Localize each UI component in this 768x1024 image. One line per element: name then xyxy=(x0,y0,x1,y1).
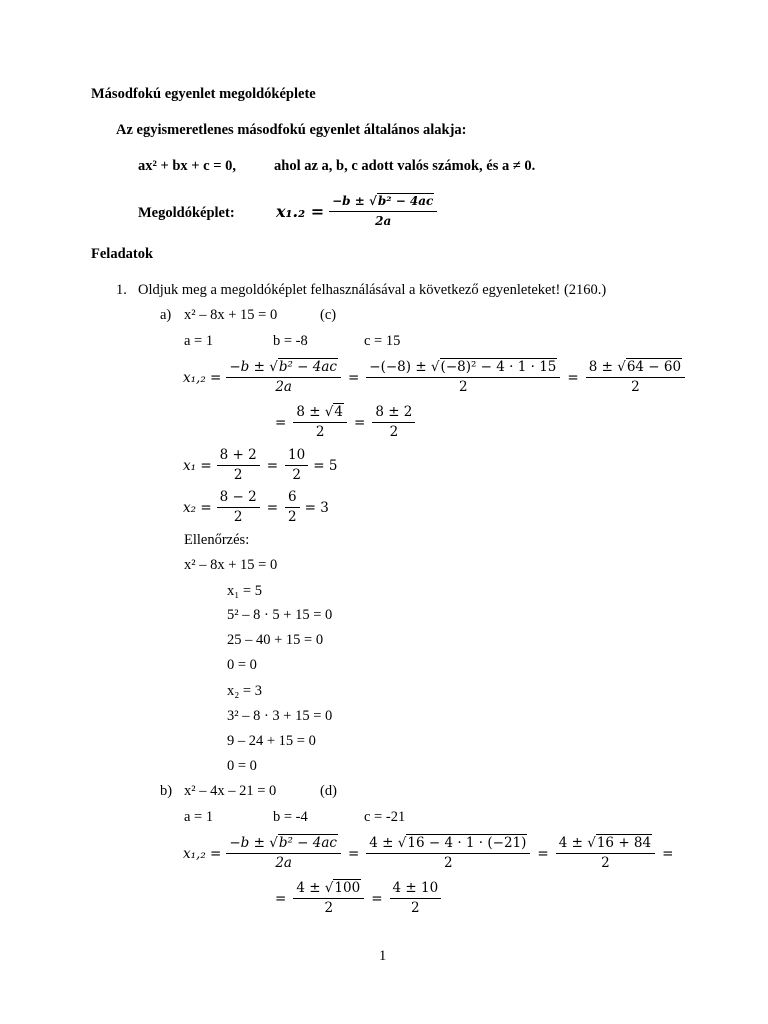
check-line: 5² – 8 · 5 + 15 = 0 xyxy=(227,607,333,623)
part-a-frac1: $\frac{\text{−b ± √b² − 4ac}}{2a}$ xyxy=(226,359,341,396)
task1-number: 1. xyxy=(116,282,127,298)
page-number: 1 xyxy=(379,948,387,964)
part-b-coef-c: c = -21 xyxy=(364,809,406,825)
part-a-line2-frac1: $\frac{8 \pm √4}{2}$ xyxy=(293,404,347,441)
part-b-line2-frac1-rad: 100 xyxy=(334,880,361,896)
part-b-frac1-rad: b² − 4ac xyxy=(278,835,337,851)
part-a-frac3: $\frac{8 \pm √64 - 60}{2}$ xyxy=(586,359,685,396)
part-a-x2-frac2 xyxy=(285,489,300,526)
part-a-x2-frac1-num: 8 − 2 xyxy=(217,489,260,508)
part-a-x1-frac1-num: 8 + 2 xyxy=(217,447,260,466)
part-b-line2-frac2 xyxy=(390,880,442,917)
part-a-frac2-prefix: −(−8) ± xyxy=(369,359,427,375)
part-a-x2-lhs: x₂ = xyxy=(183,499,212,516)
part-a-frac2: $\frac{\text{−(−8) ± √(−8)² − 4 · 1 · 15}}{2}$ xyxy=(366,359,560,396)
part-b-coef-a: a = 1 xyxy=(184,809,214,825)
check-line: 3² – 8 · 3 + 15 = 0 xyxy=(227,708,333,724)
part-b-frac1-prefix: −b ± xyxy=(229,835,265,851)
part-a-formula-line2: = $\frac{8 \pm √4}{2}$ = $\frac{8 \pm 2}{2}$ xyxy=(273,404,415,441)
formula-num-prefix: −b ± xyxy=(332,194,365,208)
part-a-x1-frac1-den: 2 xyxy=(233,467,243,483)
part-a-x2-line: x₂ = $\frac{8 - 2}{2}$ = $\frac{6}{2}$ = 3 xyxy=(183,489,329,525)
part-a-x1-result: = 5 xyxy=(313,457,338,474)
general-form-equation: ax² + bx + c = 0, xyxy=(138,158,237,174)
part-a-x1-frac2-num: 10 xyxy=(285,447,308,466)
part-a-frac3-den: 2 xyxy=(631,379,640,395)
general-form-heading: Az egyismeretlenes másodfokú egyenlet általános alakja: xyxy=(116,122,467,138)
part-b-frac2-rad: 16 − 4 · 1 · (−21) xyxy=(407,835,527,851)
part-b-formula-line1: x₁,₂ = $\frac{\text{−b ± √b² − 4ac}}{2a}$ = $\frac{4 \pm √16 - 4 \cdot 1 \cdot (-21)}{2}$ = $\frac{4 \pm √16 + 84}{2}$ = xyxy=(183,835,674,871)
part-b-frac2-den: 2 xyxy=(444,855,453,871)
part-a-equation: x² – 8x + 15 = 0 xyxy=(184,307,278,323)
part-a-x1-lhs: x₁ = xyxy=(183,457,212,474)
task1-text: Oldjuk meg a megoldóképlet felhasználásával a következő egyenleteket! (2160.) xyxy=(138,282,607,298)
part-b-frac3-den: 2 xyxy=(601,855,610,871)
part-b-line2-frac1-prefix: 4 ± xyxy=(296,880,321,896)
part-a-x1-frac2 xyxy=(285,447,308,484)
check-line: 0 = 0 xyxy=(227,758,257,774)
part-b-line2-frac2-num: 4 ± 10 xyxy=(390,880,442,899)
part-a-line2-frac1-rad: 4 xyxy=(334,404,344,420)
check-label: Ellenőrzés: xyxy=(184,532,250,548)
part-b-x12: x₁,₂ = xyxy=(183,845,222,862)
part-b-label: b) xyxy=(160,783,173,799)
part-a-frac1-prefix: −b ± xyxy=(229,359,265,375)
part-a-line2-frac2-num: 8 ± 2 xyxy=(372,404,415,423)
part-a-x2-frac1 xyxy=(217,489,260,526)
part-b-frac1-den: 2a xyxy=(275,855,292,871)
part-a-label: a) xyxy=(160,307,172,323)
formula-fraction: $\frac{\text{−b ± √b² − 4ac}}{2a}$ xyxy=(329,193,437,230)
part-a-formula-line1: x₁,₂ = $\frac{\text{−b ± √b² − 4ac}}{2a}$ = $\frac{\text{−(−8) ± √(−8)² − 4 · 1 · 15}}{2}$ = $\frac{8 \pm √64 - 60}{2}$ xyxy=(183,359,685,396)
part-a-x1-line: x₁ = $\frac{8 + 2}{2}$ = $\frac{10}{2}$ = 5 xyxy=(183,447,338,483)
part-b-frac3: $\frac{4 \pm √16 + 84}{2}$ xyxy=(556,835,655,872)
part-b-line2-frac1-den: 2 xyxy=(324,900,334,916)
part-a-ref: (c) xyxy=(320,307,337,323)
part-a-x2-result: = 3 xyxy=(304,499,329,516)
part-a-coef-c: c = 15 xyxy=(364,333,401,349)
part-a-x12: x₁,₂ = xyxy=(183,369,222,386)
part-a-frac2-rad: (−8)² − 4 · 1 · 15 xyxy=(440,359,557,375)
quadratic-formula xyxy=(276,193,437,230)
part-b-line2-frac1: $\frac{4 \pm √100}{2}$ xyxy=(293,880,364,917)
check-line: x₁ = 5 xyxy=(227,583,262,599)
formula-lhs: x₁.₂ = xyxy=(276,202,325,221)
check-line: 0 = 0 xyxy=(227,657,257,673)
formula-label: Megoldóképlet: xyxy=(138,205,235,221)
part-a-x1-frac2-den: 2 xyxy=(292,467,301,483)
part-b-frac3-rad: 16 + 84 xyxy=(596,835,652,851)
part-b-frac2-prefix: 4 ± xyxy=(369,835,394,851)
part-b-coef-b: b = -4 xyxy=(273,809,308,825)
general-form-condition: ahol az a, b, c adott valós számok, és a ≠ 0. xyxy=(274,158,536,174)
check-line: x₂ = 3 xyxy=(227,683,262,699)
check-equation: x² – 8x + 15 = 0 xyxy=(184,557,278,573)
part-b-frac1: $\frac{\text{−b ± √b² − 4ac}}{2a}$ xyxy=(226,835,341,872)
part-a-frac1-den: 2a xyxy=(275,379,292,395)
part-a-line2-frac1-prefix: 8 ± xyxy=(296,404,321,420)
part-a-frac3-prefix: 8 ± xyxy=(588,359,613,375)
part-a-x2-frac2-num: 6 xyxy=(285,489,300,508)
check-line: 9 – 24 + 15 = 0 xyxy=(227,733,316,749)
part-a-coef-a: a = 1 xyxy=(184,333,214,349)
part-a-frac2-den: 2 xyxy=(459,379,468,395)
tasks-heading: Feladatok xyxy=(91,246,154,262)
formula-radicand: b² − 4ac xyxy=(377,194,434,208)
check-line: 25 – 40 + 15 = 0 xyxy=(227,632,324,648)
part-b-formula-line2: = $\frac{4 \pm √100}{2}$ = $\frac{4 \pm 10}{2}$ xyxy=(273,880,441,917)
page-title: Másodfokú egyenlet megoldóképlete xyxy=(91,86,316,102)
part-a-coef-b: b = -8 xyxy=(273,333,308,349)
part-a-x2-frac2-den: 2 xyxy=(288,509,297,525)
part-a-frac1-rad: b² − 4ac xyxy=(278,359,337,375)
part-b-equation: x² – 4x – 21 = 0 xyxy=(184,783,277,799)
part-a-x1-frac1 xyxy=(217,447,260,484)
part-a-frac3-rad: 64 − 60 xyxy=(626,359,682,375)
part-a-line2-frac2 xyxy=(372,404,415,441)
part-a-line2-frac1-den: 2 xyxy=(315,424,325,440)
part-a-line2-frac2-den: 2 xyxy=(389,424,399,440)
part-b-line2-frac2-den: 2 xyxy=(411,900,420,916)
part-a-x2-frac1-den: 2 xyxy=(233,509,243,525)
part-b-frac2: $\frac{4 \pm √16 - 4 \cdot 1 \cdot (-21)}{2}$ xyxy=(366,835,530,872)
part-b-frac3-prefix: 4 ± xyxy=(558,835,583,851)
formula-denominator: 2a xyxy=(375,214,392,228)
part-b-ref: (d) xyxy=(320,783,337,799)
